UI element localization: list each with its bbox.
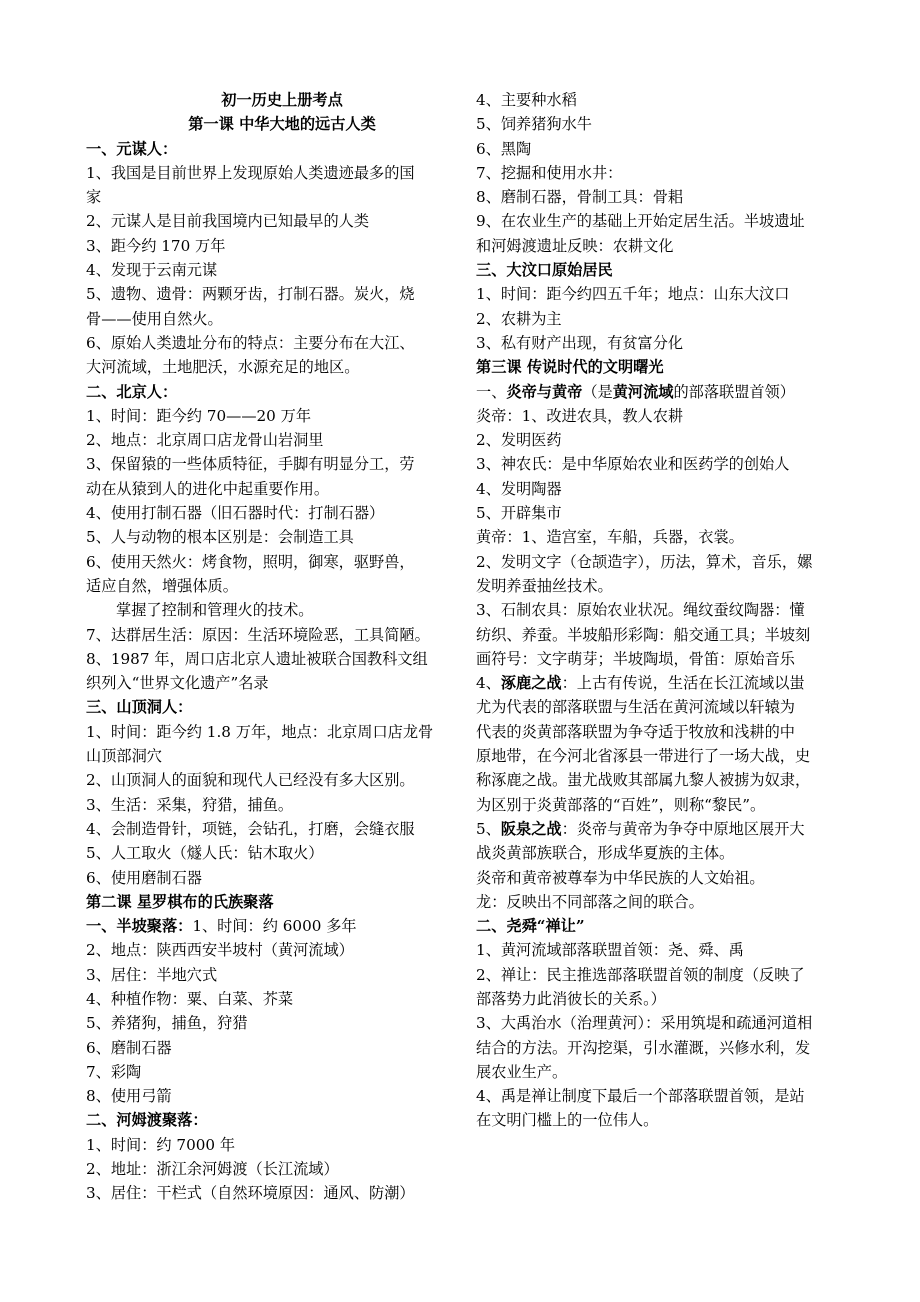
text-segment: 3、石制农具：原始农业状况。绳纹蚕纹陶器：懂 (476, 601, 805, 620)
bold-text: 第三课 传说时代的文明曙光 (476, 358, 664, 377)
text-segment: 8、磨制石器，骨制工具：骨耜 (476, 188, 684, 207)
text-line (86, 720, 478, 744)
text-segment: 3、距今约 170 万年 (86, 236, 226, 255)
bold-text: 炎帝与黄帝 (506, 382, 583, 401)
text-segment: 的部落联盟首领） (673, 382, 795, 401)
text-line (476, 477, 868, 501)
bold-text: 初一历史上册考点 (221, 91, 343, 109)
text-segment: 4、主要种水稻 (476, 91, 577, 109)
text-line (476, 647, 868, 671)
text-segment: 7、彩陶 (86, 1062, 142, 1081)
text-line (86, 841, 478, 865)
text-segment: 1、时间：距今约四五千年；地点：山东大汶口 (476, 285, 790, 304)
text-segment: 4、发明陶器 (476, 479, 562, 498)
bold-text: 阪泉之战 (500, 819, 562, 838)
text-segment: 4、发现于云南元谋 (86, 261, 218, 280)
text-line (476, 380, 868, 404)
text-line (86, 987, 478, 1011)
text-segment: 1、时间：约 7000 年 (86, 1135, 236, 1154)
text-segment: 纺织、养蚕。半坡船形彩陶：船交通工具；半坡刻 (476, 625, 811, 644)
bold-text: 三、山顶洞人： (86, 698, 193, 717)
text-line (476, 452, 868, 476)
text-line (86, 501, 478, 525)
text-segment: ：上古有传说，生活在长江流域以蚩 (561, 674, 805, 693)
text-line (476, 938, 868, 962)
text-line (476, 1060, 868, 1084)
text-line (476, 695, 868, 719)
text-line (86, 1133, 478, 1157)
text-line (86, 209, 478, 233)
section-heading (86, 914, 478, 938)
text-segment: 炎帝和黄帝被尊奉为中华民族的人文始祖。 (476, 868, 765, 887)
text-line (476, 1108, 868, 1132)
text-segment: 尤为代表的部落联盟与生活在黄河流域以轩辕为 (476, 698, 795, 717)
bold-text: 第一课 中华大地的远古人类 (188, 115, 376, 134)
text-line (476, 623, 868, 647)
text-line (86, 550, 478, 574)
text-segment: 为区别于炎黄部落的“百姓”，则称“黎民”。 (476, 795, 766, 814)
text-segment: 4、会制造骨针，项链，会钻孔，打磨，会缝衣服 (86, 819, 415, 838)
text-segment: ：炎帝与黄帝为争夺中原地区展开大 (561, 819, 805, 838)
bold-text: 二、河姆渡聚落： (86, 1111, 208, 1130)
text-segment: 2、禅让：民主推选部落联盟首领的制度（反映了 (476, 965, 805, 984)
text-segment: 掌握了控制和管理火的技术。 (116, 601, 314, 620)
text-segment: 8、使用弓箭 (86, 1087, 172, 1106)
text-segment: 5、人工取火（燧人氏：钻木取火） (86, 844, 324, 863)
text-line (86, 866, 478, 890)
text-line (86, 1084, 478, 1108)
section-heading (86, 890, 478, 914)
text-segment: 展农业生产。 (476, 1062, 568, 1081)
text-line (86, 817, 478, 841)
text-line (476, 768, 868, 792)
text-segment: 7、挖掘和使用水井： (476, 163, 623, 182)
text-segment: 5、饲养猪狗水牛 (476, 115, 592, 134)
text-segment: 代表的炎黄部落联盟为争夺适于牧放和浅耕的中 (476, 722, 795, 741)
text-line (476, 1011, 868, 1035)
text-line (476, 161, 868, 185)
text-segment: 部落势力此消彼长的关系。） (476, 989, 666, 1008)
text-segment: 炎帝：1、改进农具，教人农耕 (476, 406, 684, 425)
text-line (476, 209, 868, 233)
text-segment: 3、私有财产出现，有贫富分化 (476, 333, 684, 352)
text-line (476, 793, 868, 817)
text-segment: 4、 (476, 674, 501, 693)
text-line (476, 501, 868, 525)
text-segment: 6、磨制石器 (86, 1038, 172, 1057)
text-line (86, 768, 478, 792)
text-segment: 4、禹是禅让制度下最后一个部落联盟首领，是站 (476, 1087, 805, 1106)
text-segment: 5、养猪狗，捕鱼，狩猎 (86, 1014, 248, 1033)
text-segment: 2、发明医药 (476, 431, 562, 450)
text-segment: 战炎黄部族联合，形成华夏族的主体。 (476, 844, 735, 863)
text-line (476, 817, 868, 841)
text-segment: 2、地点：北京周口店龙骨山岩洞里 (86, 431, 324, 450)
text-line (86, 963, 478, 987)
text-line (86, 258, 478, 282)
text-segment: 3、神农氏：是中华原始农业和医药学的创始人 (476, 455, 790, 474)
bold-text: 第二课 星罗棋布的氏族聚落 (86, 892, 274, 911)
bold-text: 黄河流域 (612, 382, 674, 401)
text-line (86, 938, 478, 962)
text-line (476, 671, 868, 695)
text-segment: 1、时间：距今约 70——20 万年 (86, 406, 312, 425)
text-segment: 和河姆渡遗址反映：农耕文化 (476, 236, 674, 255)
text-segment: 2、元谋人是目前我国境内已知最早的人类 (86, 212, 370, 231)
text-line (476, 404, 868, 428)
bold-text: 涿鹿之战 (500, 674, 562, 693)
text-segment: 4、使用打制石器（旧石器时代：打制石器） (86, 504, 385, 523)
section-heading (86, 380, 478, 404)
right-column (476, 88, 868, 1133)
text-line (476, 1036, 868, 1060)
section-heading (86, 88, 478, 112)
text-line (86, 1036, 478, 1060)
text-segment: 5、 (476, 819, 501, 838)
section-heading (476, 914, 868, 938)
bold-text: 二、尧舜“禅让” (476, 917, 585, 936)
text-line (86, 404, 478, 428)
text-segment: 5、遗物、遗骨：两颗牙齿，打制石器。炭火，烧 (86, 285, 415, 304)
text-line (476, 987, 868, 1011)
text-segment: 6、使用磨制石器 (86, 868, 202, 887)
text-line (86, 1060, 478, 1084)
bold-text: 一、半坡聚落： (86, 917, 193, 936)
text-segment: 7、达群居生活：原因：生活环境险恶，工具简陋。 (86, 625, 430, 644)
text-segment: 适应自然，增强体质。 (86, 576, 238, 595)
text-segment: 发明养蚕抽丝技术。 (476, 576, 613, 595)
text-segment: 动在从猿到人的进化中起重要作用。 (86, 479, 329, 498)
text-line (86, 331, 478, 355)
text-segment: 山顶部洞穴 (86, 747, 162, 766)
text-line (476, 137, 868, 161)
text-segment: 2、地点：陕西西安半坡村（黄河流域） (86, 941, 354, 960)
text-line (86, 428, 478, 452)
text-line (86, 623, 478, 647)
text-line (476, 282, 868, 306)
text-segment: 9、在农业生产的基础上开始定居生活。半坡遗址 (476, 212, 805, 231)
text-line (86, 234, 478, 258)
text-line (86, 161, 478, 185)
section-heading (476, 258, 868, 282)
text-segment: 在文明门槛上的一位伟人。 (476, 1111, 659, 1130)
text-segment: 3、大禹治水（治理黄河）：采用筑堤和疏通河道相 (476, 1014, 813, 1033)
text-line (86, 1011, 478, 1035)
text-segment: 龙：反映出不同部落之间的联合。 (476, 892, 704, 911)
text-segment: 8、1987 年，周口店北京人遗址被联合国教科文组 (86, 649, 428, 668)
text-segment: 3、居住：干栏式（自然环境原因：通风、防潮） (86, 1184, 415, 1203)
text-segment: 1、时间：约 6000 多年 (192, 917, 357, 936)
section-heading (86, 695, 478, 719)
text-line (476, 744, 868, 768)
text-segment: 家 (86, 188, 102, 207)
text-segment: 5、开辟集市 (476, 504, 562, 523)
text-segment: 骨——使用自然火。 (86, 309, 223, 328)
text-line (86, 598, 478, 622)
left-column (86, 88, 478, 1206)
text-line (86, 355, 478, 379)
text-segment: 结合的方法。开沟挖渠，引水灌溉，兴修水利，发 (476, 1038, 811, 1057)
text-line (476, 428, 868, 452)
text-segment: 3、保留猿的一些体质特征，手脚有明显分工，劳 (86, 455, 415, 474)
text-segment: 3、生活：采集，狩猎，捕鱼。 (86, 795, 294, 814)
text-line (86, 452, 478, 476)
text-line (86, 477, 478, 501)
text-line (476, 88, 868, 112)
text-segment: 画符号：文字萌芽；半坡陶埙，骨笛：原始音乐 (476, 649, 795, 668)
text-line (476, 112, 868, 136)
bold-text: 一、元谋人： (86, 139, 178, 158)
text-line (476, 841, 868, 865)
text-segment: 2、地址：浙江余河姆渡（长江流域） (86, 1160, 339, 1179)
text-segment: 1、时间：距今约 1.8 万年，地点：北京周口店龙骨 (86, 722, 434, 741)
text-line (86, 307, 478, 331)
text-line (86, 525, 478, 549)
text-line (476, 963, 868, 987)
text-segment: 大河流域，土地肥沃，水源充足的地区。 (86, 358, 360, 377)
text-line (86, 671, 478, 695)
section-heading (86, 137, 478, 161)
text-line (476, 866, 868, 890)
text-segment: 一、 (476, 382, 507, 401)
bold-text: 二、北京人： (86, 382, 178, 401)
text-line (476, 331, 868, 355)
text-line (476, 1084, 868, 1108)
text-line (476, 307, 868, 331)
section-heading (476, 355, 868, 379)
text-segment: 5、人与动物的根本区别是：会制造工具 (86, 528, 354, 547)
text-line (86, 282, 478, 306)
text-segment: （是 (582, 382, 613, 401)
text-segment: 4、种植作物：粟、白菜、芥菜 (86, 989, 294, 1008)
text-line (86, 1181, 478, 1205)
text-segment: 原地带，在今河北省涿县一带进行了一场大战，史 (476, 747, 811, 766)
section-heading (86, 1108, 478, 1132)
text-line (476, 525, 868, 549)
text-segment: 1、黄河流域部落联盟首领：尧、舜、禹 (476, 941, 744, 960)
text-line (86, 744, 478, 768)
text-segment: 6、使用天然火：烤食物，照明，御寒，驱野兽， (86, 552, 415, 571)
text-segment: 2、发明文字（仓颉造字），历法，算术，音乐，嫘 (476, 552, 813, 571)
text-line (86, 647, 478, 671)
text-line (476, 185, 868, 209)
text-line (476, 598, 868, 622)
text-line (476, 720, 868, 744)
text-segment: 织列入“世界文化遗产”名录 (86, 674, 269, 693)
text-segment: 6、黑陶 (476, 139, 532, 158)
text-line (476, 890, 868, 914)
text-segment: 2、农耕为主 (476, 309, 562, 328)
text-line (476, 550, 868, 574)
text-line (476, 234, 868, 258)
text-segment: 2、山顶洞人的面貌和现代人已经没有多大区别。 (86, 771, 415, 790)
text-line (86, 1157, 478, 1181)
text-segment: 3、居住：半地穴式 (86, 965, 218, 984)
section-heading (86, 112, 478, 136)
text-segment: 6、原始人类遗址分布的特点：主要分布在大江、 (86, 333, 415, 352)
text-line (86, 793, 478, 817)
text-segment: 黄帝：1、造宫室，车船，兵器，衣裳。 (476, 528, 744, 547)
text-line (86, 185, 478, 209)
text-line (476, 574, 868, 598)
text-segment: 称涿鹿之战。蚩尤战败其部属九黎人被掳为奴隶， (476, 771, 811, 790)
bold-text: 三、大汶口原始居民 (476, 261, 613, 280)
text-line (86, 574, 478, 598)
text-segment: 1、我国是目前世界上发现原始人类遗迹最多的国 (86, 163, 415, 182)
